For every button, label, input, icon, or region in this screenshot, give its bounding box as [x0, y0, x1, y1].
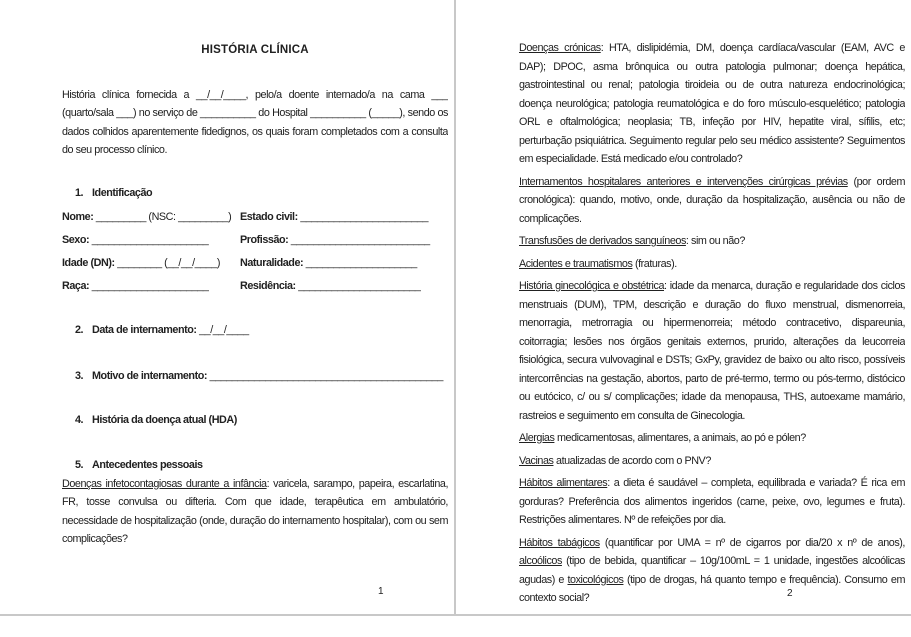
text-segment: medicamentosas, alimentares, a animais, ao pó e pólen?: [554, 432, 806, 444]
text-segment: : HTA, dislipidémia, DM, doença cardíaca/vascular (EAM, AVC e DAP); DPOC, asma brônquica ou outra patologia pulmonar; doença hepática, gastrointestinal ou renal; patologia tiroideia ou de outra natureza endocrinológica; doença neurológica; patologia reumatológica e do foro músculo-esquelético; patologia ORL e oftalmológica; neoplasia; TB, infeção por HIV, hepatite viral, sífilis, etc; perturbação psiquiátrica. Seguimento regular pelo seu médico assistente? Seguimentos em especialidade. Está medicado e/ou controlado?: [519, 42, 905, 165]
section-blank: __________________________________________: [207, 370, 443, 382]
field-label: Raça:: [62, 280, 90, 292]
field-estado-civil: [240, 208, 448, 227]
text-segment: (quantificar por UMA = nº de cigarros por dia/20 x nº de anos),: [599, 536, 905, 549]
intro-paragraphs: [62, 86, 448, 160]
section-historia-doenca-atual: [62, 411, 448, 430]
underlined-term: Doenças infetocontagiosas durante a infância: [62, 477, 267, 490]
field-label: Residência:: [240, 280, 296, 292]
underlined-term: Alergias: [519, 432, 555, 444]
underlined-term: Acidentes e traumatismos: [519, 257, 633, 270]
underlined-term: Hábitos alimentares: [519, 477, 608, 489]
page-number-1: 1: [378, 586, 384, 597]
underlined-term: alcoólicos: [519, 555, 562, 567]
field-idade-dn: [62, 254, 240, 273]
transfusoes-paragraph: [519, 232, 905, 251]
field-blank: _____________________: [89, 280, 209, 292]
text-segment: (tipo de drogas, há quanto tempo e frequência). Consumo em contexto social?: [519, 573, 905, 604]
document-title: HISTÓRIA CLÍNICA: [201, 44, 309, 56]
text-segment: : idade da menarca, duração e regularidade dos ciclos menstruais (DUM), TPM, descrição e duração do fluxo menstrual, dismenorreia, menorragia, metrorragia ou hipermenorreia; método contracetivo, dispareunia, coitorragia; lesões nos órgãos genitais externos, prurido, alterações da leucorreia fisiológica, secura vulvovaginal e DSTs; GxPy, gravidez de baixo ou alto risco, possíveis intercorrências na gestação, abortos, parto de pré-termo, termo ou pós-termo, distócico ou eutócico, c/ ou s/ complicações; idade da menopausa, THS, autoexame mamário, rastreios e seguimento em consulta de Ginecologia.: [519, 280, 905, 422]
field-residencia: [240, 277, 448, 296]
section-number: 1.: [75, 186, 84, 199]
section-blank: __/__/____: [196, 323, 249, 336]
section-data-internamento: [62, 321, 448, 340]
page-bottom-edge-line: [0, 614, 911, 616]
section-antecedentes-pessoais: [62, 456, 448, 475]
section-number: 3.: [75, 370, 84, 382]
text-segment: (fraturas).: [632, 257, 677, 270]
section-label: Antecedentes pessoais: [92, 459, 203, 471]
field-sexo: [62, 231, 240, 250]
section-label: Data de internamento:: [92, 323, 197, 336]
page1-body-paragraphs: [62, 475, 448, 549]
underlined-term: Hábitos tabágicos: [519, 536, 600, 549]
doencas-infetocontagiosas-paragraph: [62, 475, 448, 549]
underlined-term: Transfusões de derivados sanguíneos: [519, 235, 686, 247]
text-segment: : varicela, sarampo, papeira, escarlatina, FR, tosse convulsa ou difteria. Com que idade, terapêutica em ambulatório, necessidade de hospitalização (onde, duração do internamento hospitalar), com ou sem complicações?: [62, 477, 448, 545]
identification-fields: [62, 208, 448, 296]
habitos-tabagicos-paragraph: [519, 534, 905, 608]
underlined-term: Internamentos hospitalares anteriores e intervenções cirúrgicas prévias: [519, 175, 848, 188]
field-blank: _________________________: [288, 234, 430, 246]
field-blank: ____________________: [303, 257, 417, 269]
field-raca: [62, 277, 240, 296]
field-blank: _______________________: [297, 211, 429, 223]
section-number: 2.: [75, 323, 84, 336]
intro-paragraph: [62, 86, 448, 160]
page-divider-line: [454, 0, 456, 614]
page-2: [519, 0, 905, 614]
page-1: [62, 0, 448, 614]
field-blank: ______________________: [295, 280, 421, 292]
field-label: Naturalidade:: [240, 257, 304, 269]
underlined-term: toxicológicos: [567, 573, 624, 586]
section-label: Identificação: [92, 186, 153, 199]
historia-ginecologica-paragraph: [519, 277, 905, 425]
habitos-alimentares-paragraph: [519, 474, 905, 530]
field-blank: _________ (NSC: _________): [93, 211, 232, 223]
text-segment: atualizadas de acordo com o PNV?: [553, 454, 711, 467]
acidentes-traumatismos-paragraph: [519, 255, 905, 274]
text-segment: (tipo de bebida, quantificar – 10g/100mL = 1 unidade, ingestões alcoólicas agudas) e: [519, 555, 905, 586]
section-motivo-internamento: [62, 367, 448, 386]
field-label: Estado civil:: [240, 211, 298, 223]
text-segment: : sim ou não?: [685, 235, 745, 247]
field-label: Idade (DN):: [62, 257, 115, 269]
field-label: Nome:: [62, 211, 94, 223]
vacinas-paragraph: [519, 452, 905, 471]
text-segment: : a dieta é saudável – completa, equilibrada e variada? É rica em gorduras? Preferência dos alimentos ingeridos (carne, peixe, ovo, legumes e fruta). Restrições alimentares. Nº de refeições por dia.: [519, 477, 905, 526]
alergias-paragraph: [519, 429, 905, 448]
underlined-term: Doenças crónicas: [519, 42, 601, 54]
field-profissao: [240, 231, 448, 250]
field-naturalidade: [240, 254, 448, 273]
section-number: 5.: [75, 459, 84, 471]
doencas-cronicas-paragraph: [519, 39, 905, 169]
internamentos-anteriores-paragraph: [519, 173, 905, 229]
field-blank: _____________________: [89, 234, 209, 246]
field-label: Profissão:: [240, 234, 289, 246]
section-label: Motivo de internamento:: [92, 370, 208, 382]
field-label: Sexo:: [62, 234, 90, 246]
field-nome: [62, 208, 240, 227]
section-number: 4.: [75, 413, 84, 426]
text-segment: (por ordem cronológica): quando, motivo, onde, duração da hospitalização, ausência ou não de complicações.: [519, 175, 905, 225]
section-identificacao: [62, 184, 448, 203]
field-blank: ________ (__/__/____): [114, 257, 221, 269]
section-label: História da doença atual (HDA): [92, 413, 237, 426]
text-segment: História clínica fornecida a __/__/____, pelo/a doente internado/a na cama ___ (quarto/sala ___) no serviço de __________ do Hospital __________ (_____), sendo os dados colhidos aparentemente fidedignos, os quais foram completados com a consulta do seu processo clínico.: [62, 88, 448, 156]
underlined-term: Vacinas: [519, 454, 554, 467]
page-number-2: 2: [787, 588, 793, 599]
underlined-term: História ginecológica e obstétrica: [519, 280, 664, 292]
